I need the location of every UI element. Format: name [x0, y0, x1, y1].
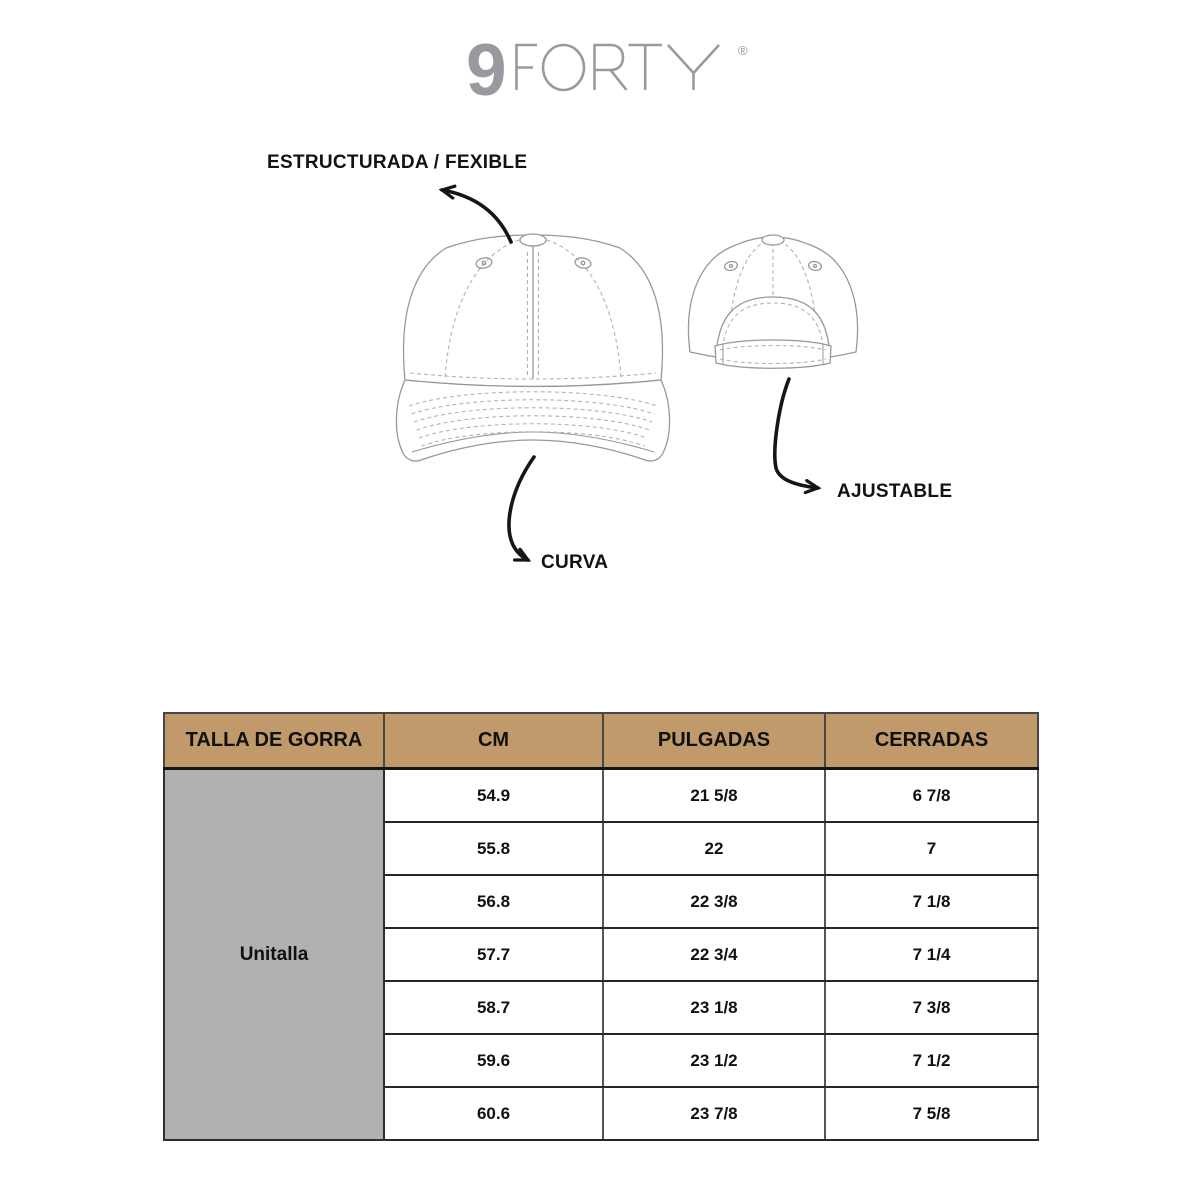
- pulgadas-value: 23 1/8: [603, 981, 825, 1034]
- header-talla-de-gorra: TALLA DE GORRA: [164, 713, 384, 769]
- pulgadas-value: 22 3/8: [603, 875, 825, 928]
- header-cerradas: CERRADAS: [825, 713, 1038, 769]
- arrow-to-structure-label: [442, 190, 511, 242]
- cap-back-drawing: [688, 235, 857, 368]
- size-table: [163, 712, 1039, 1141]
- header-cm: CM: [384, 713, 603, 769]
- structure-flexible-label: ESTRUCTURADA / FEXIBLE: [267, 152, 528, 173]
- cap-front-drawing: [396, 234, 669, 461]
- curved-brim-label: CURVA: [541, 552, 609, 573]
- adjustable-strap: [715, 340, 831, 368]
- logo-registered-icon: ®: [738, 43, 748, 58]
- cerradas-value: 7 1/2: [825, 1034, 1038, 1087]
- cerradas-value: 7 1/8: [825, 875, 1038, 928]
- logo-nine: 9: [466, 30, 507, 102]
- size-label-cell: Unitalla: [164, 769, 384, 1141]
- header-pulgadas: PULGADAS: [603, 713, 825, 769]
- arrow-to-curve-label: [509, 457, 534, 560]
- cm-value: 60.6: [384, 1087, 603, 1140]
- cerradas-value: 7: [825, 822, 1038, 875]
- pulgadas-value: 23 7/8: [603, 1087, 825, 1140]
- cm-value: 58.7: [384, 981, 603, 1034]
- cm-value: 54.9: [384, 769, 603, 823]
- pulgadas-value: 22 3/4: [603, 928, 825, 981]
- cm-value: 56.8: [384, 875, 603, 928]
- size-table-header-row: [164, 713, 1038, 769]
- table-row: [164, 769, 1038, 823]
- pulgadas-value: 22: [603, 822, 825, 875]
- cerradas-value: 6 7/8: [825, 769, 1038, 823]
- adjustable-strap-label: AJUSTABLE: [837, 481, 953, 502]
- cerradas-value: 7 3/8: [825, 981, 1038, 1034]
- arrow-to-adjustable-label: [775, 379, 818, 488]
- pulgadas-value: 23 1/2: [603, 1034, 825, 1087]
- pulgadas-value: 21 5/8: [603, 769, 825, 823]
- cm-value: 57.7: [384, 928, 603, 981]
- cm-value: 55.8: [384, 822, 603, 875]
- cerradas-value: 7 5/8: [825, 1087, 1038, 1140]
- cerradas-value: 7 1/4: [825, 928, 1038, 981]
- cm-value: 59.6: [384, 1034, 603, 1087]
